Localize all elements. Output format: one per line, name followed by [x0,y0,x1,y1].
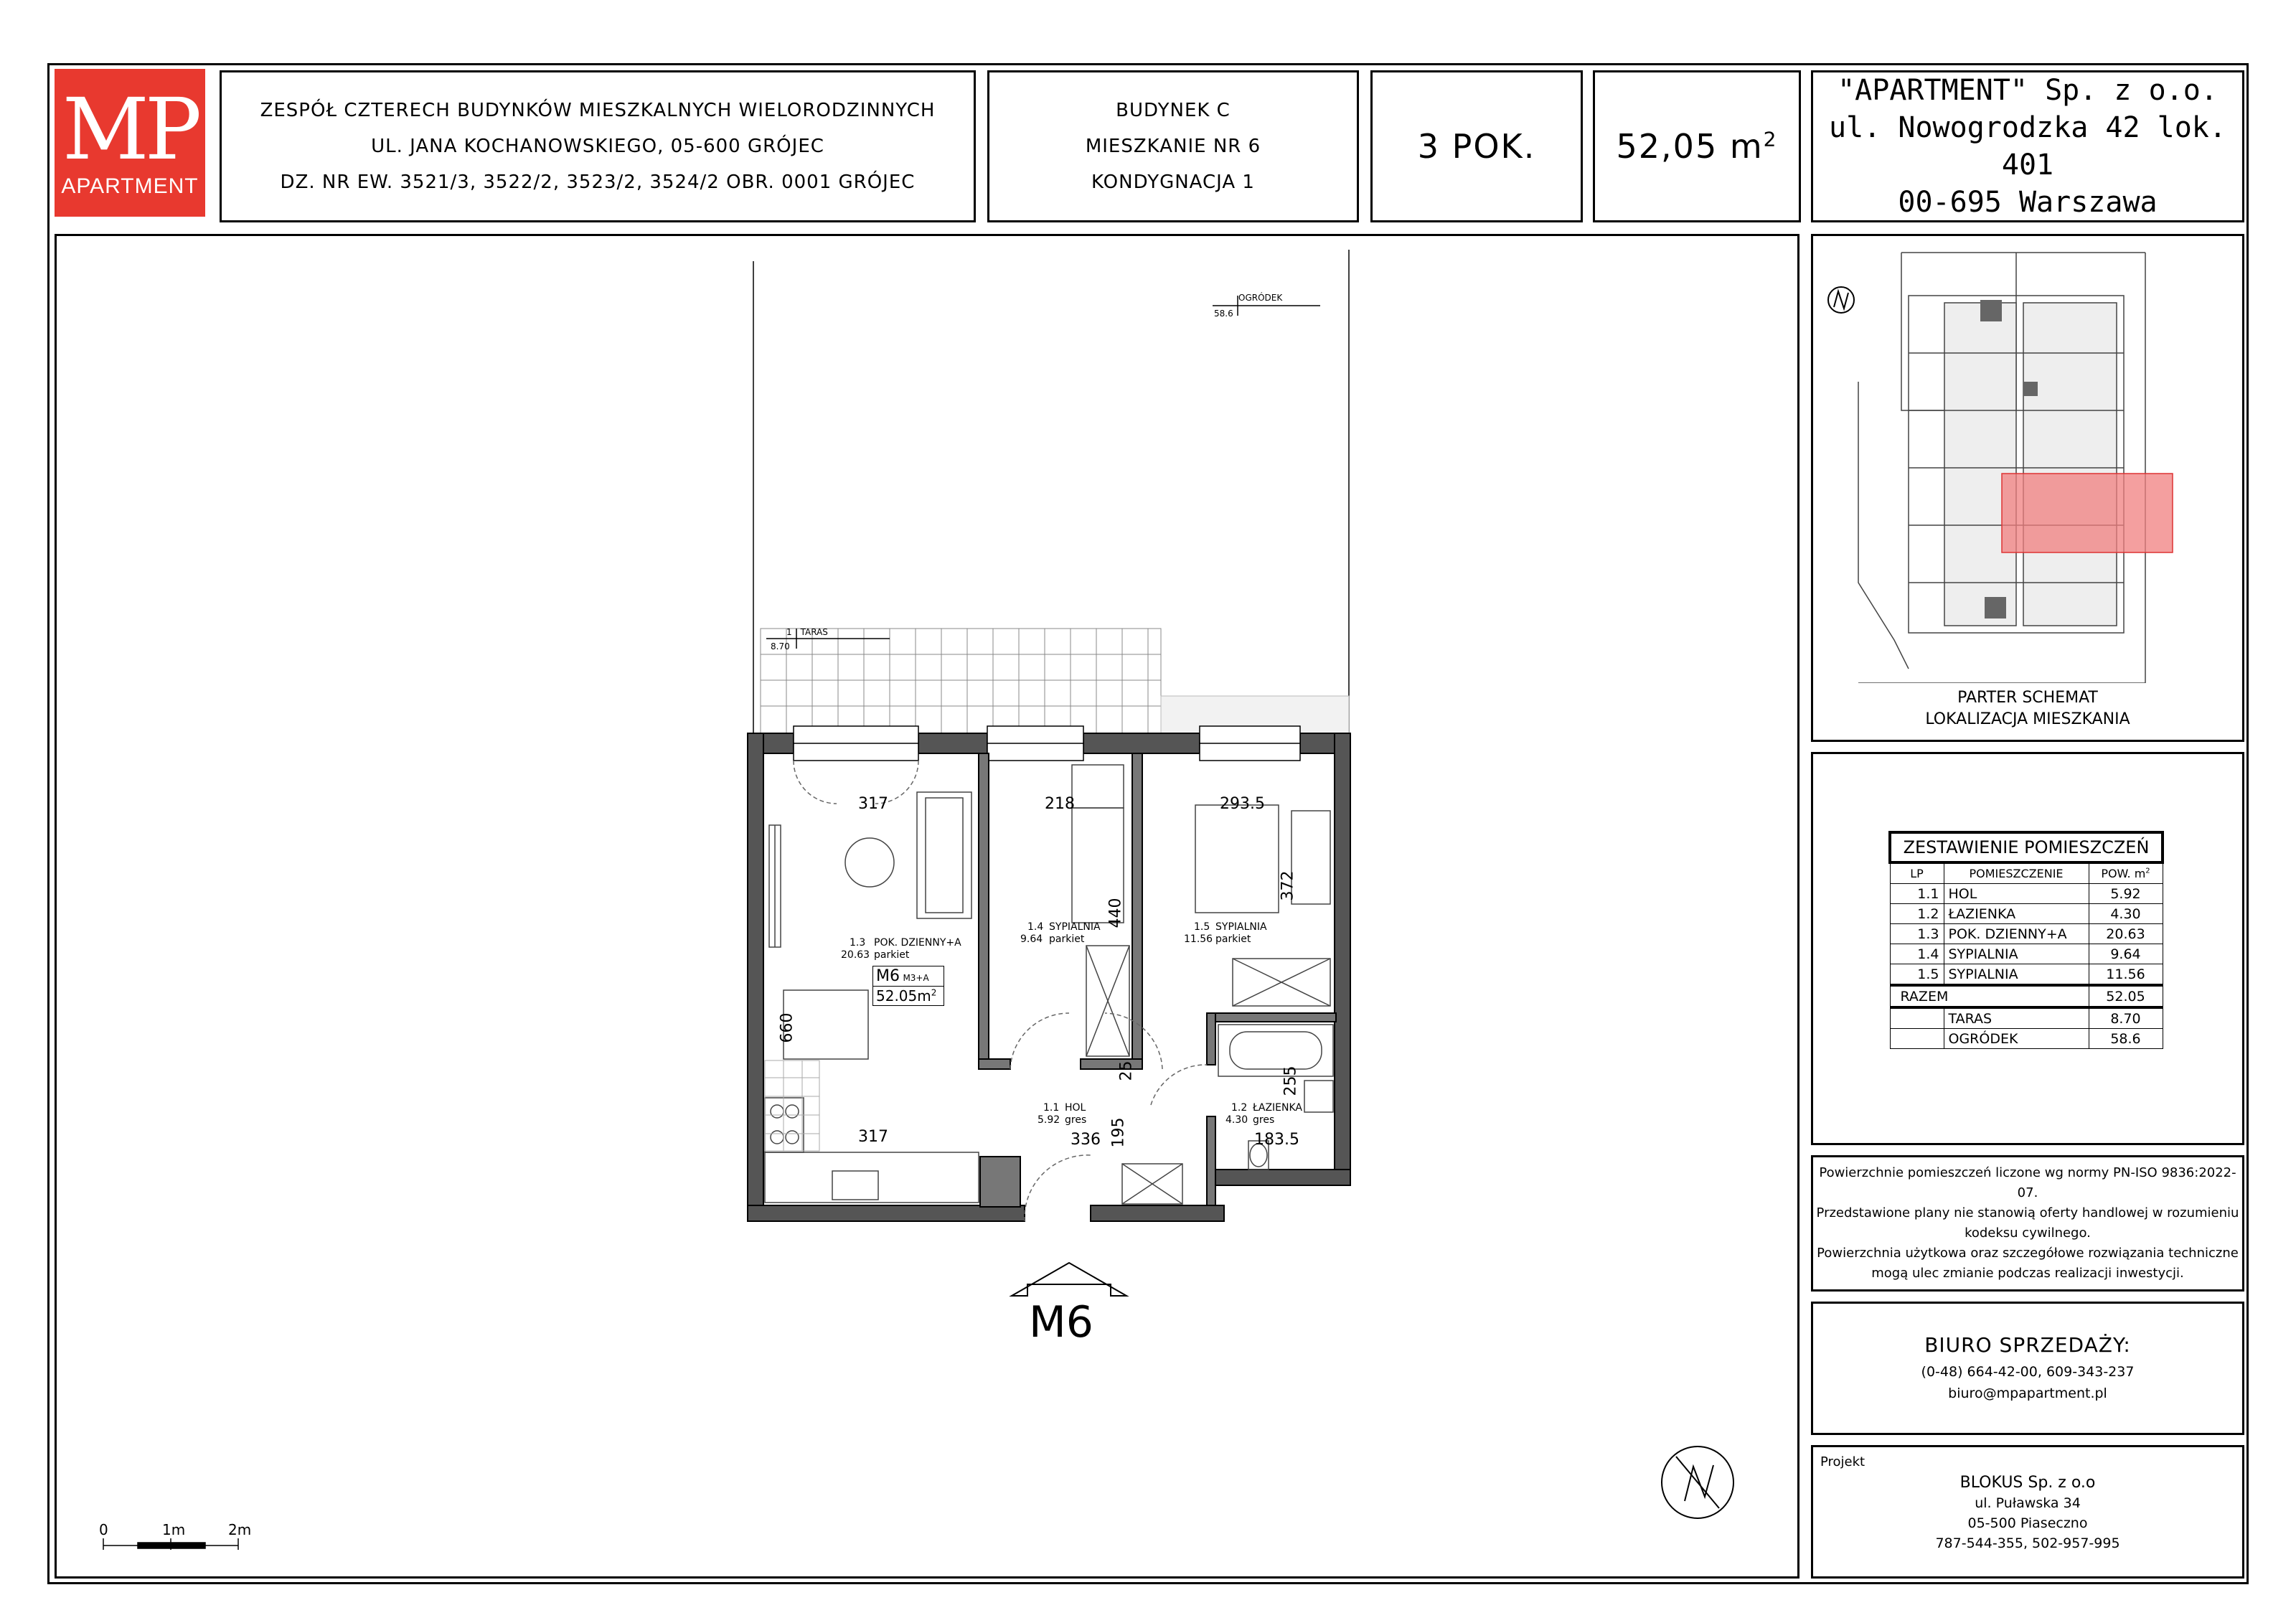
kitchen-tiles [765,1060,819,1151]
project-line: DZ. NR EW. 3521/3, 3522/2, 3523/2, 3524/2 OBR. 0001 GRÓJEC [280,171,916,193]
garden-label: OGRÓDEK [1238,293,1283,303]
bathroom-label: 1.2 ŁAZIENKA 4.30 gres [1225,1102,1302,1126]
company-box [1811,70,2244,222]
dim-living-width: 317 [858,795,888,813]
room-schedule-table [1888,831,2164,1049]
dim-bath-depth: 255 [1281,1065,1300,1096]
living-room-label: 1.3 POK. DZIENNY+A 20.63 parkiet [841,937,961,961]
key-plan-caption-line: PARTER SCHEMAT [1957,689,2098,707]
table-row: TARAS 8.70 [1890,1007,2163,1029]
sales-office-box [1811,1302,2244,1435]
scale-label-0: 0 [99,1521,108,1538]
bedroom-1-label: 1.4 SYPIALNIA 9.64 parkiet [1020,921,1101,945]
scale-label-1: 1m [162,1521,186,1538]
project-line: 787-544-355, 502-957-995 [1935,1535,2120,1551]
terrace-label: 1 TARAS [786,627,828,637]
dim-bed1-depth: 440 [1106,898,1125,928]
company-line: ul. Nowogrodzka 42 lok. 401 [1829,111,2226,182]
table-row: 1.3 POK. DZIENNY+A 20.63 [1890,924,2163,944]
project-line: BLOKUS Sp. z o.o [1959,1474,2096,1492]
dim-kitchen-width: 317 [858,1128,888,1146]
windows [794,726,1300,761]
rooms-count: 3 POK. [1417,127,1536,166]
disclaimer-line: Powierzchnie pomieszczeń liczone wg normy PN-ISO 9836:2022-07. [1819,1165,2236,1200]
key-plan-caption-line: LOKALIZACJA MIESZKANIA [1925,710,2130,728]
table-row: 1.1 HOL 5.92 [1890,884,2163,904]
disclaimer-box [1811,1155,2244,1292]
sales-email[interactable]: biuro@mpapartment.pl [1948,1385,2107,1401]
project-line: ZESPÓŁ CZTERECH BUDYNKÓW MIESZKALNYCH WIELORODZINNYCH [260,100,936,121]
table-row: 1.4 SYPIALNIA 9.64 [1890,944,2163,964]
building-line: MIESZKANIE NR 6 [1085,136,1261,157]
garden-outline [753,250,1349,733]
logo-mark: MP [62,80,198,179]
project-line: UL. JANA KOCHANOWSKIEGO, 05-600 GRÓJEC [371,136,824,157]
disclaimer-line: mogą ulec zmianie podczas realizacji inwestycji. [1871,1266,2184,1281]
dim-bath-width: 183.5 [1254,1131,1299,1149]
project-box [1811,1445,2244,1579]
disclaimer-line: Przedstawione plany nie stanowią oferty handlowej w rozumieniu [1816,1205,2239,1220]
compass-icon [1662,1446,1733,1518]
entrance-label: M6 [1029,1297,1093,1347]
hall-label: 1.1 HOL 5.92 gres [1038,1102,1087,1126]
col-lp: LP [1890,862,1944,884]
dim-bed2-depth: 372 [1279,870,1297,901]
key-plan [1815,238,2240,683]
table-row: 1.2 ŁAZIENKA 4.30 [1890,904,2163,924]
project-line: 05-500 Piaseczno [1967,1515,2088,1531]
table-total-row: RAZEM 52.05 [1890,985,2163,1007]
terrace-grid [761,629,1161,733]
disclaimer-line: kodeksu cywilnego. [1965,1226,2091,1241]
logo-subtitle: APARTMENT [61,174,199,198]
company-line: 00-695 Warszawa [1898,186,2158,219]
scale-label-2: 2m [228,1521,252,1538]
project-label: Projekt [1820,1454,1866,1469]
company-line: "APARTMENT" Sp. z o.o. [1838,74,2218,107]
disclaimer-line: Powierzchnia użytkowa oraz szczegółowe rozwiązania techniczne [1817,1246,2239,1261]
room-table-title: ZESTAWIENIE POMIESZCZEŃ [1890,832,2163,862]
dim-living-depth: 660 [778,1012,796,1043]
terrace-area: 8.70 [771,641,790,651]
dim-niche: 25 [1117,1060,1136,1081]
garden-area: 58.6 [1214,309,1233,319]
apartment-tag: M6 M3+A $52.05m^2$ [872,966,944,1006]
dim-bed1-width: 218 [1045,795,1075,813]
scale-bar [103,1538,238,1550]
project-line: ul. Puławska 34 [1975,1495,2081,1511]
sales-phones: (0-48) 664-42-00, 609-343-237 [1921,1363,2135,1380]
building-line: KONDYGNACJA 1 [1091,171,1255,193]
dim-hall-depth: 195 [1109,1117,1128,1148]
dim-bed2-width: 293.5 [1220,795,1265,813]
table-row: 1.5 SYPIALNIA 11.56 [1890,964,2163,986]
key-plan-caption [1811,687,2244,730]
col-room: POMIESZCZENIE [1944,862,2089,884]
sales-title: BIURO SPRZEDAŻY: [1924,1332,2131,1357]
col-area: POW. $m^2$ [2089,862,2163,884]
entrance-arrow [1012,1263,1126,1296]
dim-hall-width: 336 [1071,1131,1101,1149]
building-line: BUDYNEK C [1116,100,1231,121]
table-row: OGRÓDEK 58.6 [1890,1029,2163,1049]
apartment-highlight [2002,474,2173,552]
key-plan-north-icon [1828,287,1854,313]
bedroom-2-label: 1.5 SYPIALNIA 11.56 parkiet [1184,921,1267,945]
hall-wardrobe [1122,1164,1182,1204]
apartment-area: 52,05 $m^2$ [1616,127,1778,166]
